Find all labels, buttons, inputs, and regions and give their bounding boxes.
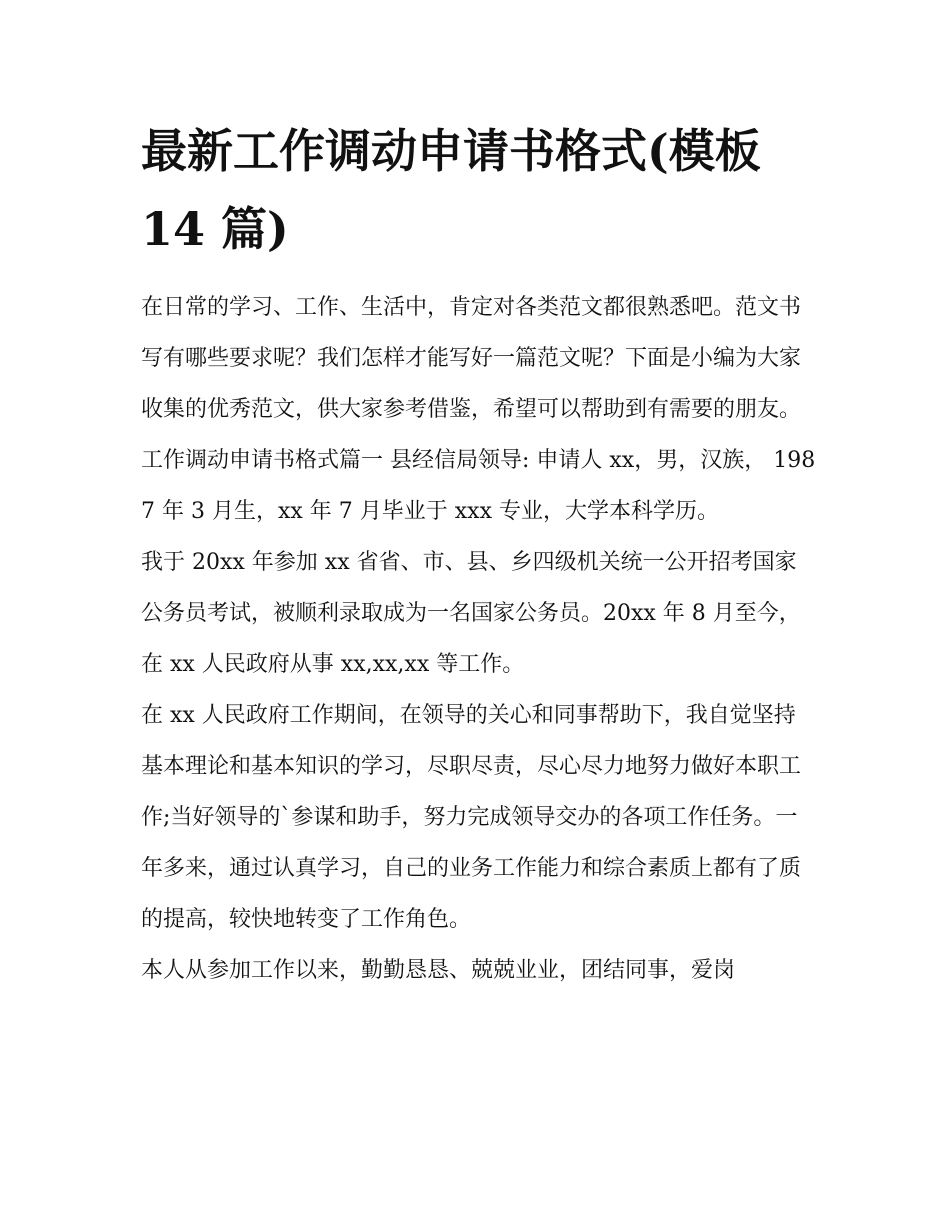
paragraph-employment-history: 我于 20xx 年参加 xx 省省、市、县、乡四级机关统一公开招考国家公务员考试，被顺利录取成为一名国家公务员。20xx 年 8 月至今，在 xx 人民政府从事 xx,xx,xx 等工作。: [141, 550, 801, 677]
document-body: [141, 282, 816, 996]
document-page: [141, 112, 816, 996]
paragraph-applicant-info: 工作调动申请书格式篇一 县经信局领导: 申请人 xx，男，汉族， 1987 年 3 月生，xx 年 7 月毕业于 xxx 专业，大学本科学历。: [141, 448, 816, 524]
paragraph-work-performance: 在 xx 人民政府工作期间，在领导的关心和同事帮助下，我自觉坚持基本理论和基本知识的学习，尽职尽责，尽心尽力地努力做好本职工作;当好领导的`参谋和助手，努力完成领导交办的各项工作任务。一年多来，通过认真学习，自己的业务工作能力和综合素质上都有了质的提高，较快地转变了工作角色。: [141, 703, 802, 932]
paragraph-intro: 在日常的学习、工作、生活中，肯定对各类范文都很熟悉吧。范文书写有哪些要求呢？我们怎样才能写好一篇范文呢？下面是小编为大家收集的优秀范文，供大家参考借鉴，希望可以帮助到有需要的朋友。: [141, 295, 802, 422]
paragraph-work-attitude: 本人从参加工作以来，勤勤恳恳、兢兢业业，团结同事，爱岗: [141, 958, 736, 983]
document-title: 最新工作调动申请书格式(模板 14 篇): [141, 124, 761, 256]
